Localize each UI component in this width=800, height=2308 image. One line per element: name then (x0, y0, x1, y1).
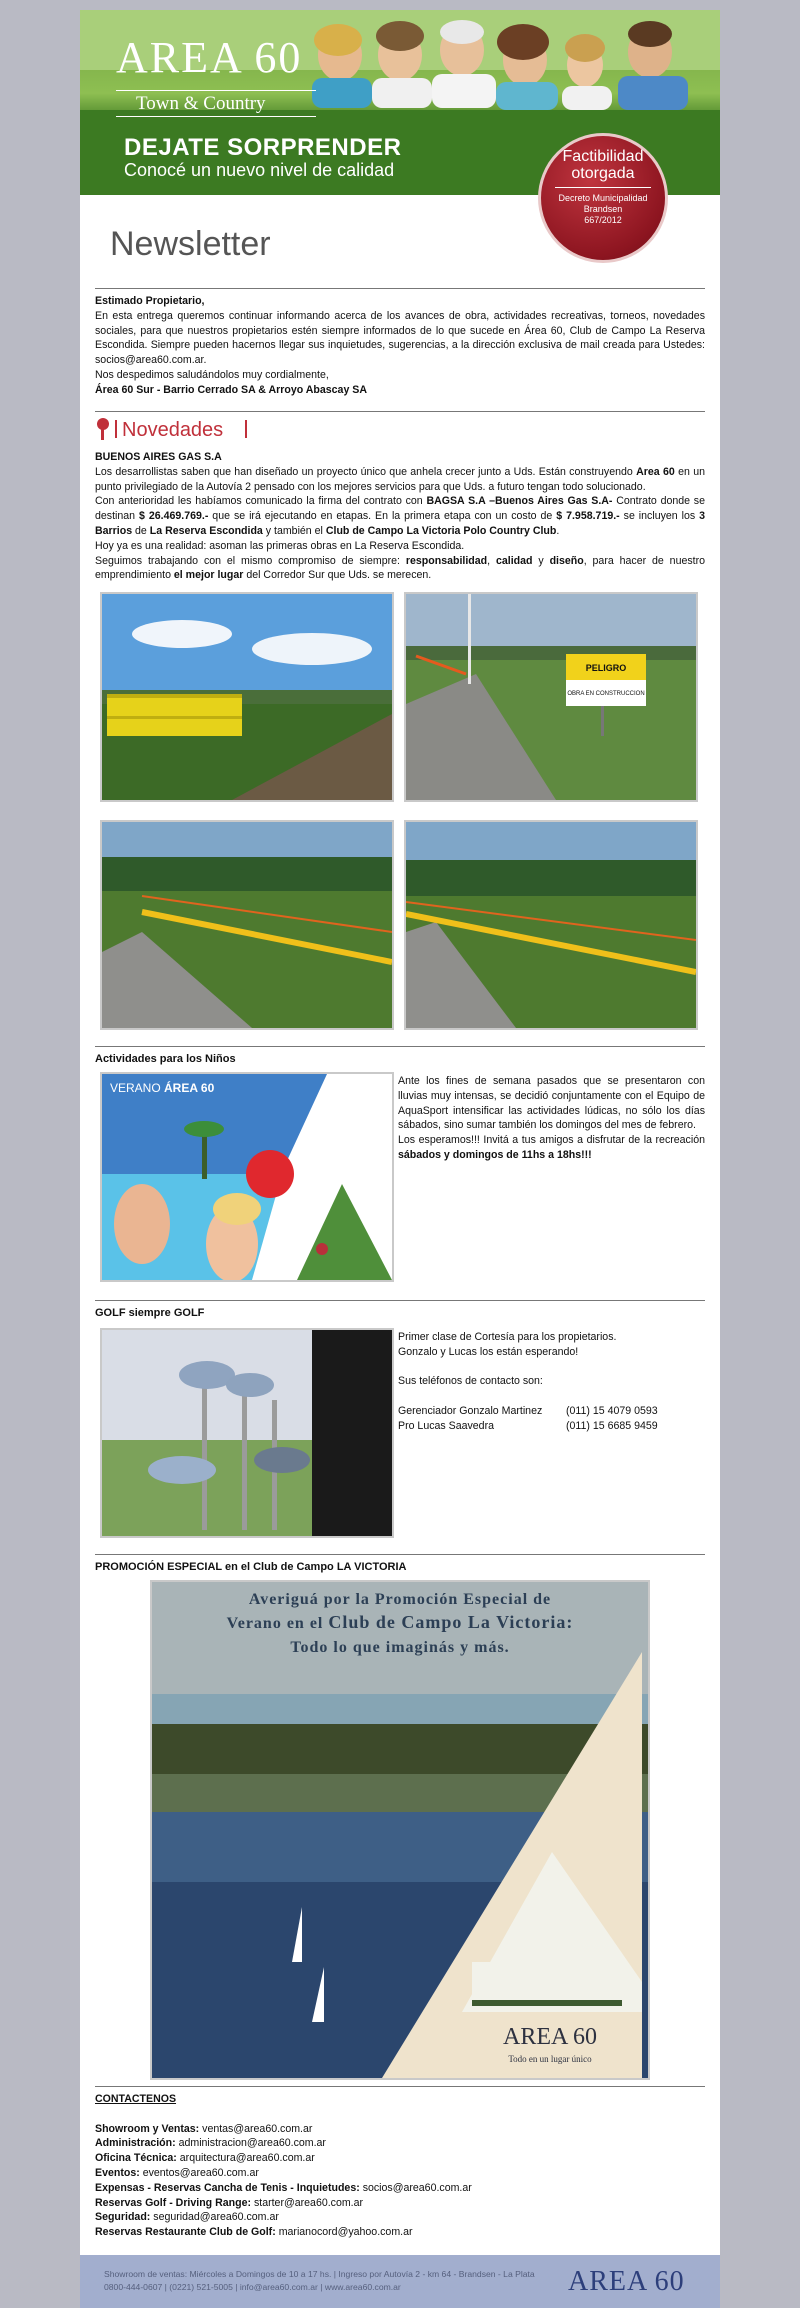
logo-divider (116, 90, 316, 91)
text-bold: diseño (549, 554, 584, 567)
divider (95, 1554, 705, 1555)
construction-photo-1 (100, 592, 394, 802)
slogan-sub: Conocé un nuevo nivel de calidad (124, 160, 395, 180)
factibilidad-badge (538, 133, 668, 263)
text-bold: BAGSA S.A –Buenos Aires Gas S.A- (426, 495, 613, 508)
ninos-title: Actividades para los Niños (95, 1053, 236, 1065)
promo-line-2b: Club de Campo La Victoria: (328, 1612, 574, 1632)
text-span: , para hacer de nuestro emprendimiento (95, 554, 706, 582)
contact-email-link[interactable]: eventos@area60.com.ar (139, 2166, 259, 2179)
intro-paragraph: En esta entrega queremos continuar informando acerca de los avances de obra, actividades recreativas, torneos, novedades sociales, para que nuestros propietarios estén siempre informados de lo que sucede en Área 60, Club de Campo La Reserva Escondida. Siempre pueden hacernos llegar sus inquietudes, sugerencias, a la dirección exclusiva de mail creada para Ustedes: socios@area60.com.ar. (95, 309, 705, 367)
contact-row (95, 2181, 705, 2196)
contact-email-link[interactable]: ventas@area60.com.ar (199, 2122, 313, 2135)
text-bold: 3 Barrios (95, 510, 706, 537)
contactos-section (95, 2092, 705, 2240)
novedades-paragraph-4 (95, 554, 705, 584)
promo-title: PROMOCIÓN ESPECIAL en el Club de Campo LA VICTORIA (95, 1561, 407, 1573)
text-span: se incluyen los (619, 510, 700, 523)
novedades-section (95, 450, 705, 583)
divider (95, 411, 705, 412)
contact-phone: (011) 15 4079 0593 (566, 1404, 658, 1417)
badge-line: Brandsen (583, 204, 623, 214)
construction-photo-3 (100, 820, 394, 1030)
sign-text-1: PELIGRO (585, 663, 627, 673)
verano-label (110, 1080, 215, 1095)
text-bold: Club de Campo La Victoria Polo Country Club (325, 524, 557, 537)
text-span: en un punto privilegiado de la Autovía 2 pensado con los mejores servicios para que Uds. a futuro tengan todo solucionado. (95, 465, 705, 493)
badge-divider (555, 187, 651, 188)
area60-logo: AREA 60 (116, 33, 303, 82)
novedades-bar (245, 420, 247, 438)
contact-email-link[interactable]: marianocord@yahoo.com.ar (275, 2226, 413, 2239)
newsletter-title: Newsletter (110, 225, 271, 263)
golf-line-3: Sus teléfonos de contacto son: (398, 1375, 543, 1388)
promo-line-2 (227, 1612, 574, 1632)
contact-row (95, 2196, 705, 2211)
spacer (398, 1360, 705, 1375)
contact-name: Pro Lucas Saavedra (398, 1419, 494, 1432)
text-bold: sábados y domingos de 11hs a 18hs!!! (398, 1148, 592, 1161)
golf-contact-1 (398, 1404, 705, 1419)
construction-photo-2 (404, 592, 698, 802)
text-bold: responsabilidad (405, 554, 488, 567)
footer (80, 2255, 720, 2308)
novedades-paragraph-1 (95, 465, 705, 495)
logo-divider (116, 116, 316, 117)
badge-line: Decreto Municipalidad (558, 193, 648, 203)
promo-banner (150, 1580, 650, 2080)
spacer (95, 2107, 705, 2122)
golf-line-2: Gonzalo y Lucas los están esperando! (398, 1345, 579, 1358)
greeting: Estimado Propietario, (95, 295, 205, 307)
contact-label: Seguridad: (95, 2211, 151, 2224)
contact-email-link[interactable]: seguridad@area60.com.ar (150, 2211, 279, 2224)
footer-info (104, 2268, 564, 2294)
footer-line-1: Showroom de ventas: Miércoles a Domingos de 10 a 17 hs. | Ingreso por Autovía 2 - km 64 - Brandsen - La Plata (104, 2269, 535, 2279)
text-span: y también el (262, 524, 326, 537)
footer-line-2: 0800-444-0607 | (0221) 521-5005 | info@area60.com.ar | www.area60.com.ar (104, 2282, 401, 2292)
text-bold: calidad (495, 554, 533, 567)
contact-label: Oficina Técnica: (95, 2152, 177, 2165)
contact-label: Administración: (95, 2137, 176, 2150)
text-span: Seguimos trabajando con el mismo compromiso de siempre: (95, 554, 406, 567)
construction-photo-4 (404, 820, 698, 1030)
divider (95, 2086, 705, 2087)
text-bold: el mejor lugar (173, 569, 244, 582)
text-bold: $ 7.958.719.- (556, 510, 620, 523)
spacer (398, 1389, 705, 1404)
contact-phone: (011) 15 6685 9459 (566, 1419, 658, 1432)
novedades-paragraph-2 (95, 494, 705, 538)
text-span: . (556, 524, 560, 537)
slogan-main: DEJATE SORPRENDER (124, 134, 402, 161)
ninos-paragraph-1: Ante los fines de semana pasados que se presentaron con lluvias muy intensas, se decidió conjuntamente con el Equipo de AquaSport intensificar las actividades lúdicas, no sólo los días sábados, sino sumar también los domingos del mes de febrero. (398, 1075, 705, 1132)
golf-contact-2 (398, 1419, 705, 1434)
footer-logo: AREA 60 (568, 2266, 685, 2297)
text-bold: Area 60 (636, 465, 675, 478)
novedades-paragraph-3: Hoy ya es una realidad: asoman las primeras obras en La Reserva Escondida. (95, 539, 465, 552)
novedades-bar (115, 420, 117, 438)
text-span: que se irá ejecutando en etapas. En la primera etapa con un costo de (208, 510, 557, 523)
contact-email-link[interactable]: arquitectura@area60.com.ar (176, 2152, 315, 2165)
verano-label-text: VERANO (110, 1081, 165, 1095)
divider (95, 1046, 705, 1047)
contact-label: Showroom y Ventas: (95, 2122, 200, 2135)
contact-row (95, 2151, 705, 2166)
contact-row (95, 2122, 705, 2137)
text-span: Los desarrollistas saben que han diseñado un proyecto único que anhela crecer junto a Uds. Están construyendo (95, 465, 637, 478)
promo-line-2a: Verano en el (226, 1615, 329, 1632)
text-span: Con anterioridad les habíamos comunicado la firma del contrato con (95, 495, 427, 508)
contact-row (95, 2136, 705, 2151)
verano-label-bold: ÁREA 60 (164, 1081, 215, 1095)
badge-line: 667/2012 (584, 215, 622, 225)
promo-line-3: Todo lo que imaginás y más. (290, 1639, 510, 1656)
text-span: , (487, 554, 496, 567)
golf-line-1: Primer clase de Cortesía para los propietarios. (398, 1331, 617, 1343)
contact-label: Reservas Restaurante Club de Golf: (95, 2226, 276, 2239)
text-span: Contrato donde se destinan (95, 495, 705, 523)
divider (95, 1300, 705, 1301)
newsletter-page (80, 10, 720, 2308)
text-bold: $ 26.469.769.- (139, 510, 209, 523)
text-span: del Corredor Sur que Uds. se merecen. (243, 569, 432, 582)
contact-label: Expensas - Reservas Cancha de Tenis - Inquietudes: (95, 2181, 360, 2194)
contact-label: Eventos: (95, 2166, 140, 2179)
contact-row (95, 2210, 705, 2225)
text-span: de (132, 524, 150, 537)
novedades-heading: BUENOS AIRES GAS S.A (95, 451, 222, 463)
text-bold: La Reserva Escondida (149, 524, 263, 537)
farewell: Nos despedimos saludándolos muy cordialmente, (95, 368, 329, 381)
text-span: Los esperamos!!! Invitá a tus amigos a disfrutar de la recreación (398, 1134, 705, 1147)
contact-row (95, 2166, 705, 2181)
contact-name: Gerenciador Gonzalo Martinez (398, 1404, 543, 1417)
novedades-label: Novedades (122, 419, 224, 441)
logo-subtitle: Town & Country (136, 93, 266, 114)
golf-text (398, 1330, 705, 1434)
sign-text-2: OBRA EN CONSTRUCCION (567, 691, 645, 697)
pin-icon (101, 429, 104, 440)
golf-title: GOLF siempre GOLF (95, 1307, 205, 1319)
ninos-paragraph-2 (398, 1133, 705, 1163)
contact-email-link[interactable]: administracion@area60.com.ar (175, 2137, 326, 2150)
contact-label: Reservas Golf - Driving Range: (95, 2196, 252, 2209)
contact-email-link[interactable]: socios@area60.com.ar (359, 2181, 472, 2194)
contactos-title: CONTACTENOS (95, 2093, 177, 2105)
ninos-text (398, 1074, 705, 1163)
promo-tagline: Todo en un lugar único (508, 2054, 592, 2064)
badge-title: Factibilidad otorgada (562, 148, 644, 182)
verano-photo (100, 1072, 394, 1282)
text-span: y (532, 554, 550, 567)
contact-email-link[interactable]: starter@area60.com.ar (251, 2196, 364, 2209)
contact-row (95, 2225, 705, 2240)
promo-logo: AREA 60 (502, 2024, 598, 2050)
golf-photo (100, 1328, 394, 1538)
promo-line-1: Averiguá por la Promoción Especial de (248, 1591, 552, 1608)
intro-section (95, 294, 705, 398)
signature: Área 60 Sur - Barrio Cerrado SA & Arroyo Abascay SA (95, 383, 367, 396)
divider (95, 288, 705, 289)
